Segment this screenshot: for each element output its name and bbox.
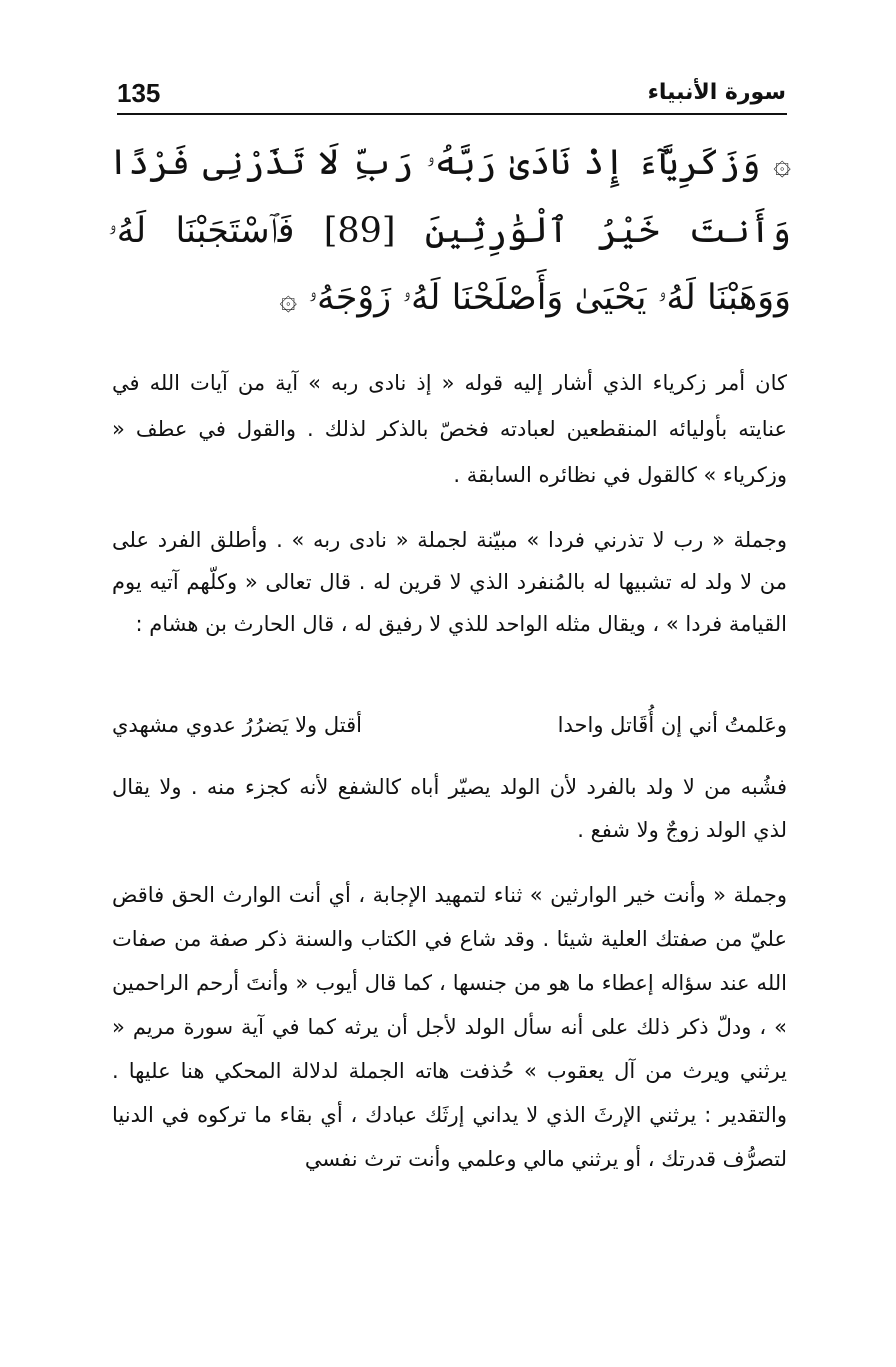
verse-text: وَزَكَرِيَّآءَ إِذْ نَادَىٰ رَبَّهُۥ رَبِّ لَا تَذَرْنِى فَرْدًا وَأَنتَ خَيْرُ ٱلْوَٰرِثِينَ [89] فَٱسْتَجَبْنَا لَهُۥ وَوَهَبْنَا لَهُۥ يَحْيَىٰ وَأَصْلَحْنَا لَهُۥ زَوْجَهُۥ xyxy=(108,143,791,318)
surah-title: سورة الأنبياء xyxy=(647,80,786,105)
verse-close-ornament-icon: ۞ xyxy=(279,282,298,317)
page-number: 135 xyxy=(117,78,161,108)
verse-open-ornament-icon: ۞ xyxy=(773,147,791,182)
poem-verse xyxy=(112,704,787,746)
commentary-paragraph-2: وجملة « رب لا تذرني فردا » مبيّنة لجملة « نادى ربه » . وأطلق الفرد على من لا ولد له تشبيها له بالمُنفرد الذي لا قرين له . قال تعالى « وكلّهم آتيه يوم القيامة فردا » ، ويقال مثله الواحد للذي لا رفيق له ، قال الحارث بن هشام : xyxy=(112,528,787,636)
poem-second-hemistich: أقتل ولا يَضرُرُ عدوي مشهدي xyxy=(112,713,362,737)
quran-verse xyxy=(108,130,791,333)
commentary-paragraph-4: وجملة « وأنت خير الوارثين » ثناء لتمهيد الإجابة ، أي أنت الوارث الحق فاقض عليّ من صفتك العلية شيئا . وقد شاع في الكتاب والسنة ذكر صفة من صفات الله عند سؤاله إعطاء ما هو من جنسها ، كما قال أيوب « وأنتَ أرحم الراحمين » ، ودلّ ذكر ذلك على أنه سأل الولد لأجل أن يرثه كما في آية سورة مريم « يرثني ويرث من آل يعقوب » حُذفت هاته الجملة لدلالة المحكي هنا عليها . والتقدير : يرثني الإرثَ الذي لا يداني إرثَك عبادك ، أي بقاء ما تركوه في الدنيا لتصرُّف قدرتك ، أو يرثني مالي وعلمي وأنت ترث نفسي xyxy=(112,883,787,1171)
poem-first-hemistich: وعَلمتُ أني إن أُقَاتل واحدا xyxy=(557,713,787,737)
commentary-paragraph-3: فشُبه من لا ولد بالفرد لأن الولد يصيّر أباه كالشفع لأنه كجزء منه . ولا يقال لذي الولد زوجٌ ولا شفع . xyxy=(112,775,787,842)
commentary-paragraph-1: كان أمر زكرياء الذي أشار إليه قوله « إذ نادى ربه » آية من آيات الله في عنايته بأوليائه المنقطعين لعبادته فخصّ بالذكر لذلك . والقول في عطف « وزكرياء » كالقول في نظائره السابقة . xyxy=(112,371,787,487)
header-divider xyxy=(117,113,787,115)
